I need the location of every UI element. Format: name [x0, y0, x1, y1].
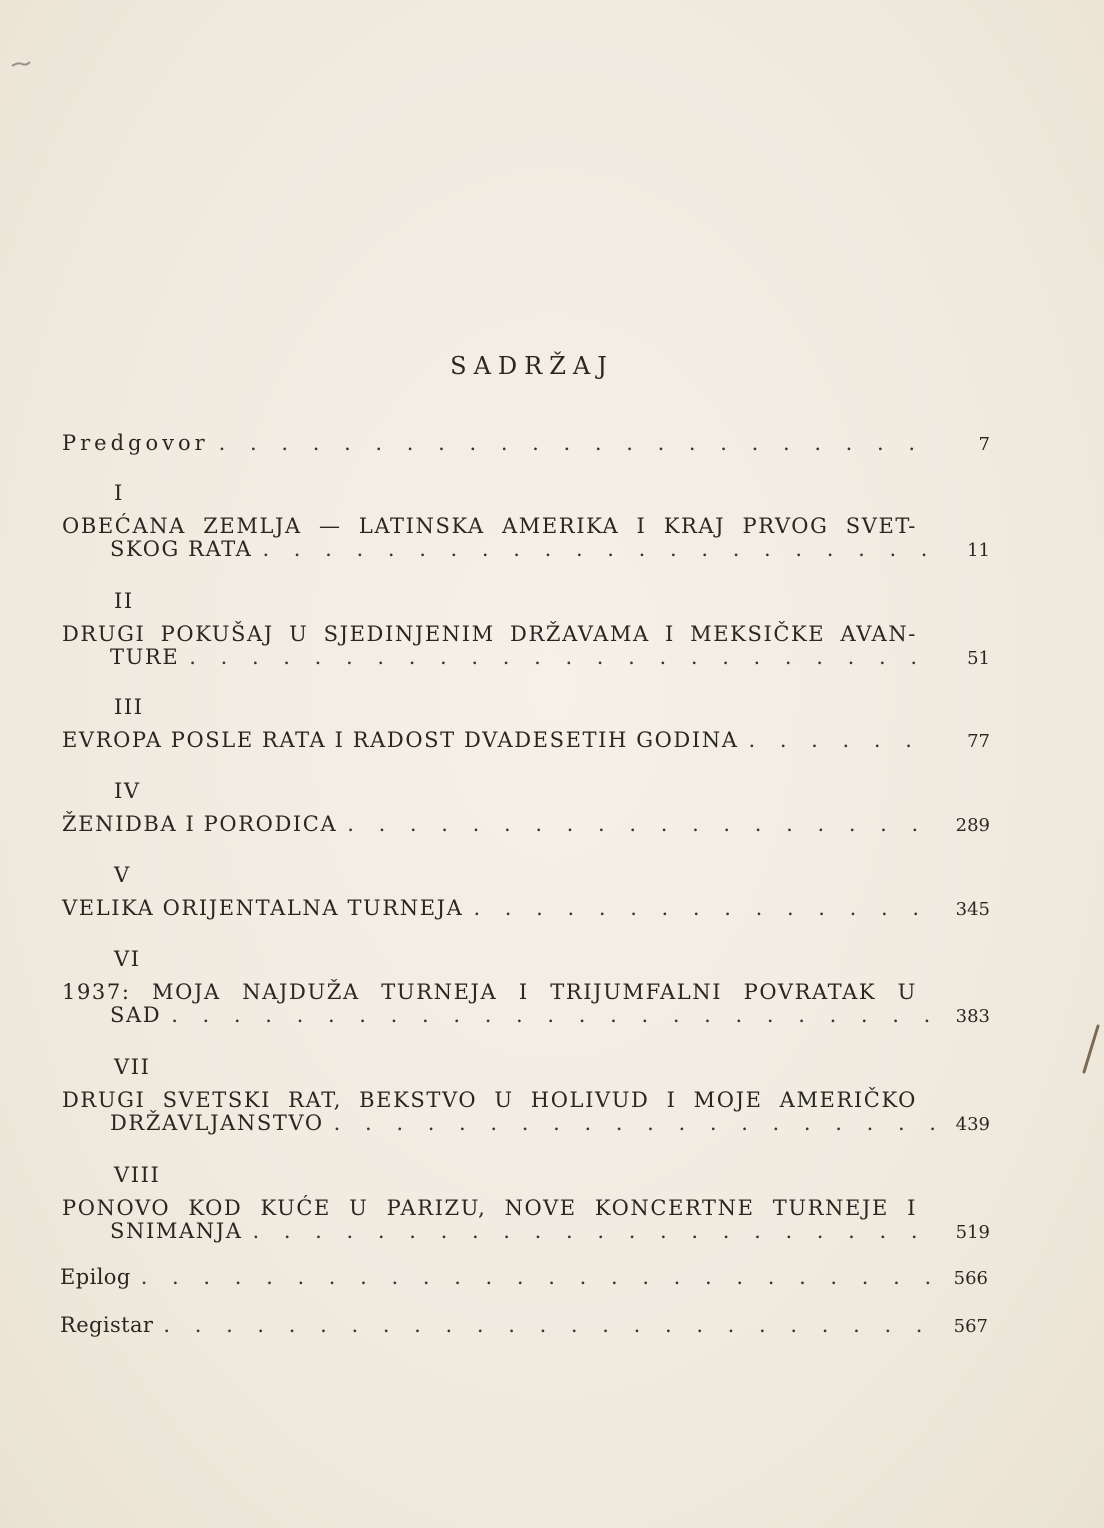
chapter-title-line: DRUGI SVETSKI RAT, BEKSTVO U HOLIVUD I MOJE AMERIČKO: [62, 1088, 917, 1112]
chapter-title-continuation: SNIMANJA: [110, 1219, 243, 1243]
toc-entry-label: Predgovor: [62, 431, 209, 455]
dot-leader: [141, 1266, 936, 1289]
chapter-title-line: EVROPA POSLE RATA I RADOST DVADESETIH GODINA: [62, 728, 739, 752]
toc-page-number: 439: [955, 1114, 990, 1135]
toc-entry-epilog: [60, 1266, 988, 1290]
toc-title: SADRŽAJ: [450, 352, 614, 380]
chapter-title-line: DRUGI POKUŠAJ U SJEDINJENIM DRŽAVAMA I MEKSIČKE AVAN-: [62, 622, 917, 646]
dot-leader: [334, 1112, 938, 1135]
chapter-number: V: [114, 863, 131, 887]
chapter-number: VIII: [114, 1163, 161, 1187]
pencil-mark-icon: [1076, 1020, 1104, 1080]
toc-entry-chapter-2: [62, 590, 990, 670]
dot-leader: [473, 897, 938, 920]
toc-page-number: 383: [955, 1006, 990, 1027]
chapter-title-line: OBEĆANA ZEMLJA — LATINSKA AMERIKA I KRAJ PRVOG SVET-: [62, 514, 917, 538]
toc-entry-register: [60, 1314, 988, 1338]
toc-page-number: 51: [967, 648, 990, 669]
toc-page-number: 7: [978, 434, 990, 455]
chapter-title-line: 1937: MOJA NAJDUŽA TURNEJA I TRIJUMFALNI POVRATAK U: [62, 980, 917, 1004]
toc-entry-chapter-8: [62, 1164, 990, 1244]
chapter-number: III: [114, 695, 144, 719]
dot-leader: [189, 646, 938, 669]
chapter-title-line: VELIKA ORIJENTALNA TURNEJA: [62, 896, 464, 920]
toc-page-number: 567: [953, 1316, 988, 1337]
toc-page-number: 519: [955, 1222, 990, 1243]
chapter-number: VII: [114, 1055, 151, 1079]
dot-leader: [748, 729, 938, 752]
chapter-title-line: PONOVO KOD KUĆE U PARIZU, NOVE KONCERTNE TURNEJE I: [62, 1196, 917, 1220]
dot-leader: [262, 538, 938, 561]
chapter-number: VI: [114, 947, 141, 971]
toc-entry-chapter-5: [62, 864, 990, 921]
paper-speck-icon: [10, 58, 32, 70]
toc-page-number: 11: [967, 540, 990, 561]
toc-entry-label: Epilog: [60, 1265, 131, 1289]
toc-entry-label: Registar: [60, 1313, 154, 1337]
chapter-title-continuation: SKOG RATA: [110, 537, 253, 561]
dot-leader: [219, 432, 938, 455]
dot-leader: [252, 1220, 938, 1243]
toc-entry-chapter-7: [62, 1056, 990, 1136]
toc-page-number: 566: [953, 1268, 988, 1289]
toc-entry-chapter-4: [62, 780, 990, 837]
chapter-title-continuation: SAD: [110, 1003, 162, 1027]
chapter-number: II: [114, 589, 134, 613]
chapter-title-continuation: TURE: [110, 645, 180, 669]
toc-page-number: 77: [967, 731, 990, 752]
toc-page-number: 345: [955, 899, 990, 920]
chapter-title-line: ŽENIDBA I PORODICA: [62, 812, 338, 836]
toc-entry-chapter-3: [62, 696, 990, 753]
toc-entry-chapter-1: [62, 482, 990, 562]
toc-entry-preface: [62, 432, 990, 456]
dot-leader: [163, 1314, 936, 1337]
chapter-number: I: [114, 481, 124, 505]
dot-leader: [347, 813, 938, 836]
chapter-title-continuation: DRŽAVLJANSTVO: [110, 1111, 324, 1135]
chapter-number: IV: [114, 779, 141, 803]
dot-leader: [171, 1004, 938, 1027]
toc-page-number: 289: [955, 815, 990, 836]
toc-entry-chapter-6: [62, 948, 990, 1028]
